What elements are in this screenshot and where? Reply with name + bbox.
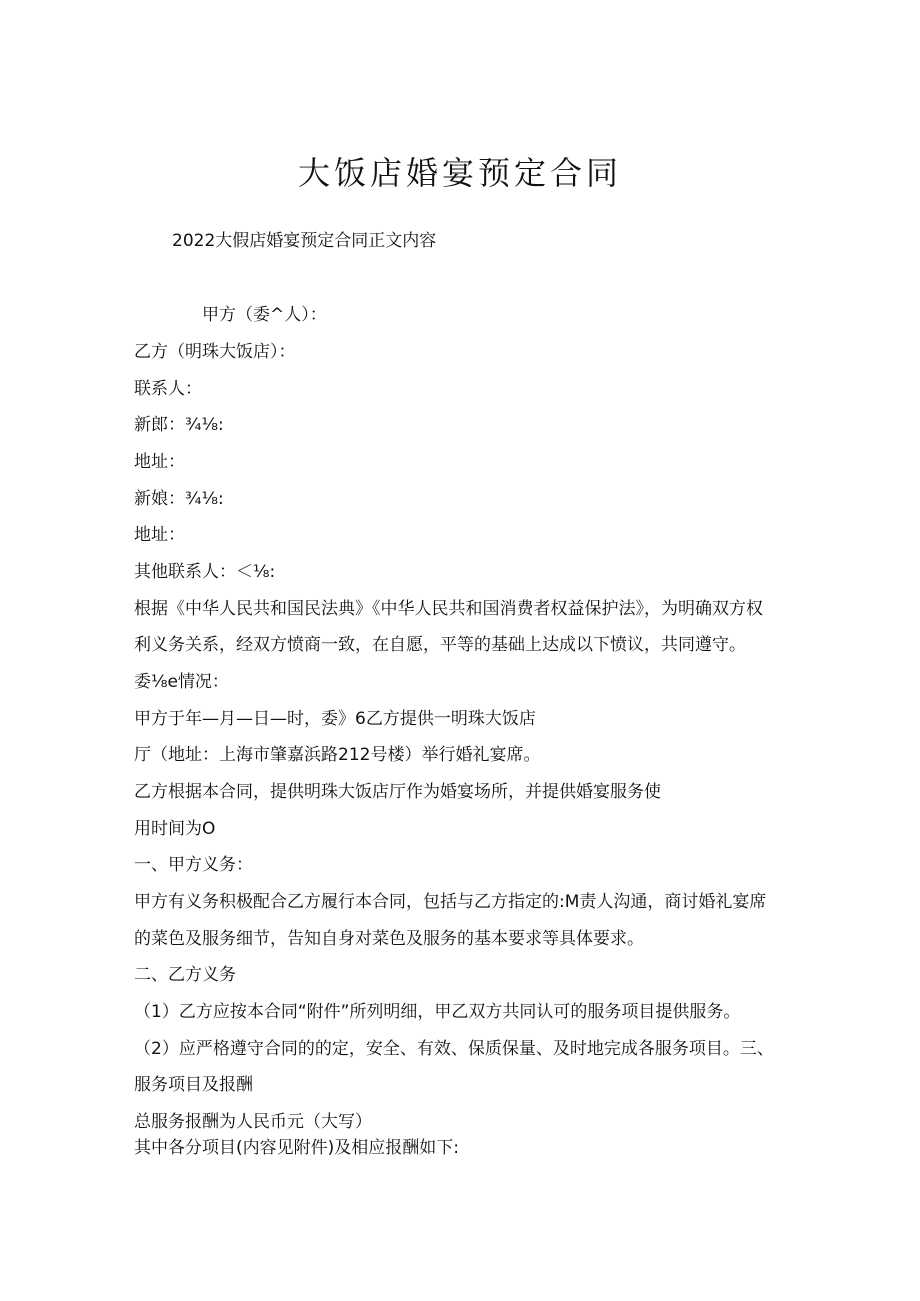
party-b-duty-2: （2）应严格遵守合同的的定，安全、有效、保质保量、及时地完成各服务项目。三、 bbox=[134, 1039, 774, 1059]
party-b-duties-heading: 二、乙方义务 bbox=[134, 965, 236, 985]
commission-line-2: 厅（地址：上海市肇嘉浜路212号楼）举行婚礼宴席。 bbox=[134, 745, 541, 765]
commission-line-4: 用时间为O bbox=[134, 819, 216, 839]
other-contact-line: 其他联系人：＜⅛: bbox=[134, 562, 276, 582]
commission-line-3: 乙方根据本合同，提供明珠大饭店厅作为婚宴场所，并提供婚宴服务使 bbox=[134, 782, 661, 802]
bride-line: 新娘：¾⅛: bbox=[134, 489, 224, 509]
commission-line-1: 甲方于年—月—日—时，委》6乙方提供一明珠大饭店 bbox=[134, 709, 536, 729]
party-b-duty-1: （1）乙方应按本合同“附件”所列明细，甲乙双方共同认可的服务项目提供服务。 bbox=[134, 1002, 741, 1022]
contact-person-line: 联系人： bbox=[134, 379, 202, 399]
fee-breakdown-line: 其中各分项目(内容见附件)及相应报酬如下: bbox=[134, 1138, 459, 1158]
groom-address-line: 地址： bbox=[134, 452, 185, 472]
party-a-duties-heading: 一、甲方义务： bbox=[134, 855, 253, 875]
party-a-line: 甲方（委^人）： bbox=[202, 305, 327, 325]
preamble-line-2: 利义务关系，经双方愤商一致，在自愿，平等的基础上达成以下愤议，共同遵守。 bbox=[134, 635, 746, 655]
commission-heading: 委⅛e情况： bbox=[134, 672, 229, 692]
groom-line: 新郎：¾⅛: bbox=[134, 415, 224, 435]
total-fee-line: 总服务报酬为人民币元（大写） bbox=[134, 1112, 372, 1132]
party-b-line: 乙方（明珠大饭店）： bbox=[134, 342, 296, 362]
document-title: 大饭店婚宴预定合同 bbox=[297, 154, 622, 192]
bride-address-line: 地址： bbox=[134, 525, 185, 545]
party-a-duties-line-1: 甲方有义务积极配合乙方履行本合同，包括与乙方指定的:M责人沟通，商讨婚礼宴席 bbox=[134, 892, 767, 912]
party-a-duties-line-2: 的菜色及服务细节，告知自身对菜色及服务的基本要求等具体要求。 bbox=[134, 929, 644, 949]
preamble-line-1: 根据《中华人民共和国民法典》《中华人民共和国消费者权益保护法》，为明确双方权 bbox=[134, 599, 763, 619]
services-heading: 服务项目及报酬 bbox=[134, 1075, 253, 1095]
document-subtitle: 2022大假店婚宴预定合同正文内容 bbox=[172, 231, 437, 251]
